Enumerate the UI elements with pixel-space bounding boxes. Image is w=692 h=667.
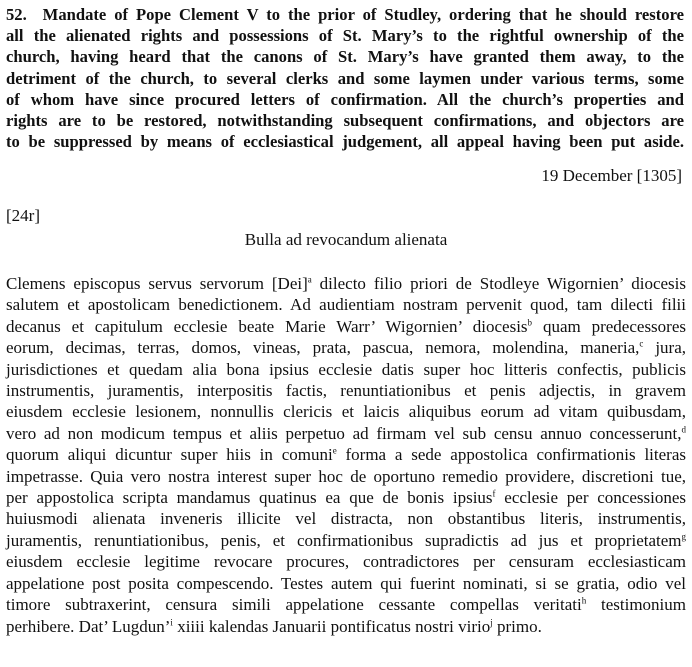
body-line-text: perhibere. Dat’ Lugdun’ bbox=[6, 616, 171, 636]
body-line-text: testimonium bbox=[586, 595, 686, 615]
footnote-marker: i bbox=[170, 616, 173, 627]
body-line bbox=[6, 551, 686, 572]
footnote-marker: d bbox=[681, 424, 686, 435]
latin-text-body bbox=[6, 273, 686, 637]
summary-line: of whom have since procured letters of confirmation. All the church’s properties and bbox=[6, 89, 684, 109]
body-line-text: Clemens episcopus servus servorum [Dei] bbox=[6, 274, 308, 293]
body-line-text: instrumentis, juramentis, interpositis factis, renuntiationibus et penis adjectis, in gravem bbox=[6, 381, 686, 401]
body-line-text: quam predecessores bbox=[532, 316, 686, 336]
document-heading: Bulla ad revocandum alienata bbox=[244, 230, 448, 249]
body-line-text: eiusdem ecclesie lesionem, nonnullis clericis et laicis aliquibus eorum ad vitam quibusdam, bbox=[6, 402, 686, 422]
body-line bbox=[6, 359, 686, 380]
body-line-text: forma a sede appostolica confirmationis literas bbox=[336, 445, 686, 465]
body-line-text: vero ad non modicum tempus et aliis perpetuo ad firmam vel sub censu annuo concesserunt, bbox=[6, 423, 682, 443]
footnote-marker: j bbox=[490, 616, 493, 627]
footnote-marker: a bbox=[307, 274, 312, 285]
footnote-marker: b bbox=[527, 317, 533, 328]
body-line-text: impetrasse. Quia vero nostra interest super hoc de oportuno remedio providere, discretioni tue, bbox=[6, 466, 686, 486]
footnote-marker: e bbox=[332, 445, 337, 456]
body-line-text: jura, bbox=[643, 338, 686, 358]
body-line bbox=[6, 487, 686, 508]
summary-line: all the alienated rights and possessions of St. Mary’s to the rightful ownership of the bbox=[6, 26, 684, 46]
body-line bbox=[6, 530, 686, 551]
body-line bbox=[6, 294, 686, 315]
body-line-text: dilecto filio priori de Stodleye Wigornien’ diocesis bbox=[311, 274, 686, 293]
summary-line: church, having heard that the canons of St. Mary’s have granted them away, to the bbox=[6, 47, 684, 67]
body-line bbox=[6, 401, 686, 422]
entry-date: 19 December [1305] bbox=[541, 166, 682, 185]
body-line bbox=[6, 594, 686, 615]
summary-line bbox=[6, 4, 684, 25]
body-line-text: salutem et apostolicam benedictionem. Ad audientiam nostram pervenit quod, tam dilecti filii bbox=[6, 295, 686, 315]
body-line bbox=[6, 466, 686, 487]
body-line-text: juramentis, renuntiationibus, penis, et confirmationibus supradictis ad jus et proprietatem bbox=[6, 530, 682, 550]
body-line-text: decanus et capitulum ecclesie beate Marie Warr’ Wigornien’ diocesis bbox=[6, 316, 528, 336]
body-line-text: xiiii kalendas Januarii pontificatus nostri virio bbox=[172, 616, 491, 636]
body-line bbox=[6, 508, 686, 529]
summary-line: rights are to be restored, notwithstanding subsequent confirmations, and objectors are bbox=[6, 111, 684, 131]
body-line-text: huiusmodi alienata inveneris illicite vel distracta, non obstantibus literis, instrumentis, bbox=[6, 509, 686, 529]
body-line bbox=[6, 316, 686, 337]
body-line-text: eiusdem ecclesie legitime revocare procures, contradictores per censuram ecclesiasticam bbox=[6, 552, 686, 572]
summary-line: detriment of the church, to several clerks and some laymen under various terms, some bbox=[6, 68, 684, 88]
body-line-text: primo. bbox=[492, 616, 542, 636]
body-line-text: quorum aliqui dicuntur super hiis in comuni bbox=[6, 445, 333, 465]
body-line bbox=[6, 444, 686, 465]
entry-summary bbox=[6, 4, 684, 152]
body-line-text: appelatione post posita compescendo. Testes autem qui fuerint nominati, si se gratia, odio vel bbox=[6, 573, 686, 593]
footnote-marker: h bbox=[581, 595, 587, 606]
footnote-marker: g bbox=[681, 531, 686, 542]
body-line bbox=[6, 423, 686, 444]
body-line-text: per appostolica scripta mandamus quatinus ea que de bonis ipsius bbox=[6, 488, 493, 508]
body-line-text: eorum, decimas, terras, domos, vineas, prata, pascua, nemora, molendina, maneria, bbox=[6, 338, 640, 358]
body-line-text: timore subtraxerint, censura simili appelatione cessante compellas veritati bbox=[6, 595, 582, 615]
body-line-text: ecclesie per concessiones bbox=[495, 488, 687, 508]
body-line bbox=[6, 380, 686, 401]
summary-line-text: Mandate of Pope Clement V to the prior of Studley, ordering that he should restore bbox=[42, 5, 685, 24]
summary-line: to be suppressed by means of ecclesiastical judgement, all appeal having been put aside. bbox=[6, 132, 684, 152]
body-line bbox=[6, 616, 686, 637]
body-line bbox=[6, 337, 686, 358]
footnote-marker: c bbox=[639, 338, 644, 349]
folio-reference: [24r] bbox=[6, 206, 40, 225]
entry-number: 52. bbox=[6, 5, 27, 24]
body-line bbox=[6, 273, 686, 294]
footnote-marker: f bbox=[492, 488, 496, 499]
body-line-text: jurisdictiones et quedam alia bona ipsius ecclesie datis super hoc litteris confectis, publicis bbox=[6, 359, 686, 379]
body-line bbox=[6, 573, 686, 594]
